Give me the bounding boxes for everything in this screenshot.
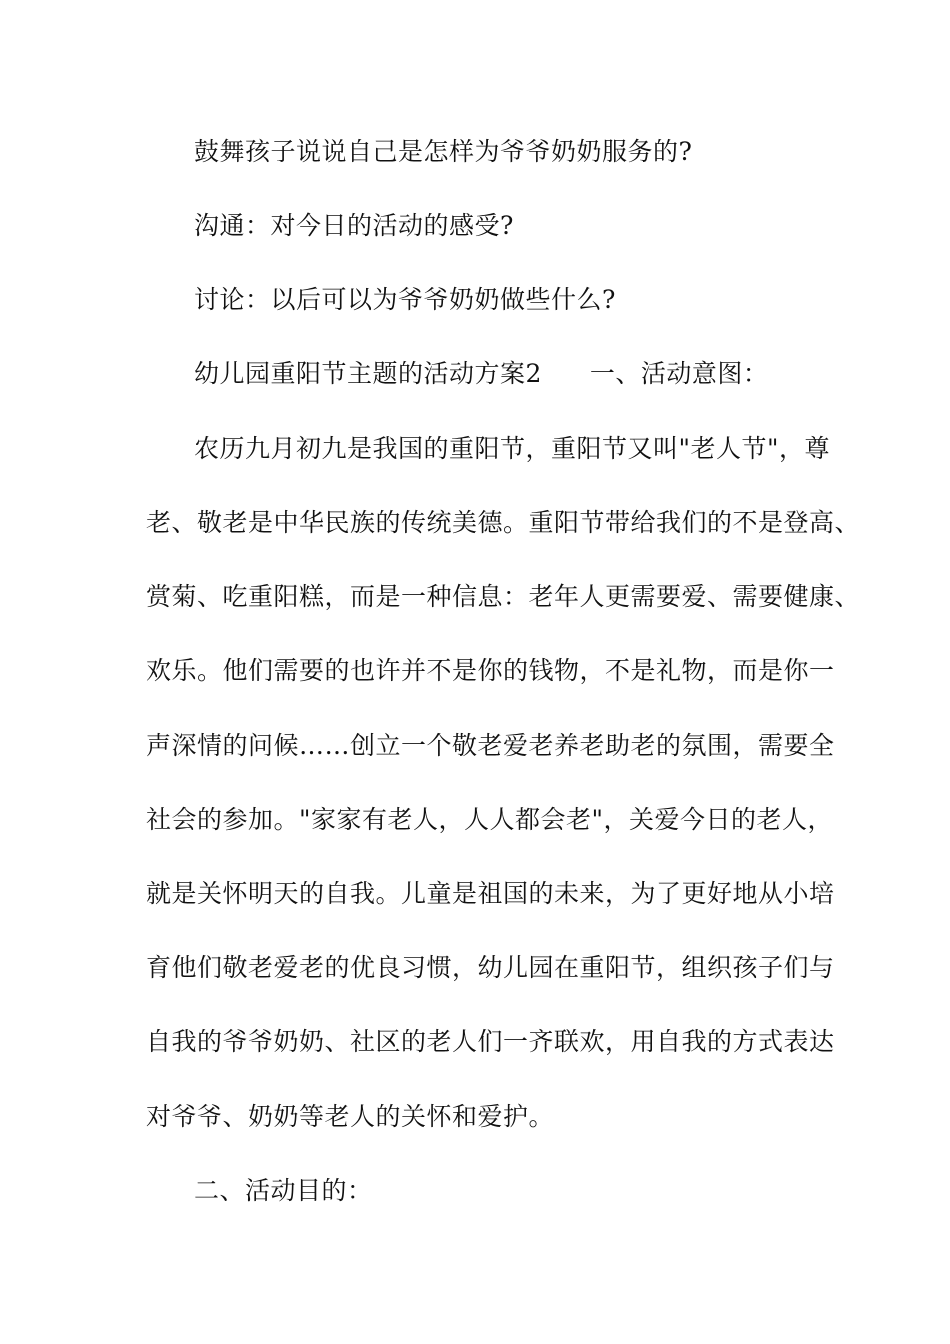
body-line: 社会的参加。"家家有老人，人人都会老"，关爱今日的老人，	[146, 805, 834, 834]
paragraph: 讨论：以后可以为爷爷奶奶做些什么?	[194, 285, 616, 314]
paragraph: 鼓舞孩子说说自己是怎样为爷爷奶奶服务的?	[194, 137, 693, 166]
section-subtitle: 一、活动意图：	[589, 359, 769, 388]
body-line: 育他们敬老爱老的优良习惯，幼儿园在重阳节，组织孩子们与	[146, 953, 835, 982]
body-line: 农历九月初九是我国的重阳节，重阳节又叫"老人节"，尊	[194, 434, 831, 463]
body-line: 自我的爷爷奶奶、社区的老人们一齐联欢，用自我的方式表达	[146, 1027, 835, 1056]
body-line: 老、敬老是中华民族的传统美德。重阳节带给我们的不是登高、	[146, 508, 861, 537]
body-line: 欢乐。他们需要的也许并不是你的钱物，不是礼物，而是你一	[146, 656, 835, 685]
body-line: 就是关怀明天的自我。儿童是祖国的未来，为了更好地从小培	[146, 879, 835, 908]
body-line: 赏菊、吃重阳糕，而是一种信息：老年人更需要爱、需要健康、	[146, 582, 861, 611]
section-title: 幼儿园重阳节主题的活动方案2	[194, 359, 542, 388]
section-heading	[194, 356, 884, 392]
paragraph: 沟通：对今日的活动的感受?	[194, 211, 514, 240]
body-line: 对爷爷、奶奶等老人的关怀和爱护。	[146, 1102, 555, 1131]
section-heading: 二、活动目的：	[194, 1176, 373, 1205]
body-line: 声深情的问候……创立一个敬老爱老养老助老的氛围，需要全	[146, 731, 835, 760]
